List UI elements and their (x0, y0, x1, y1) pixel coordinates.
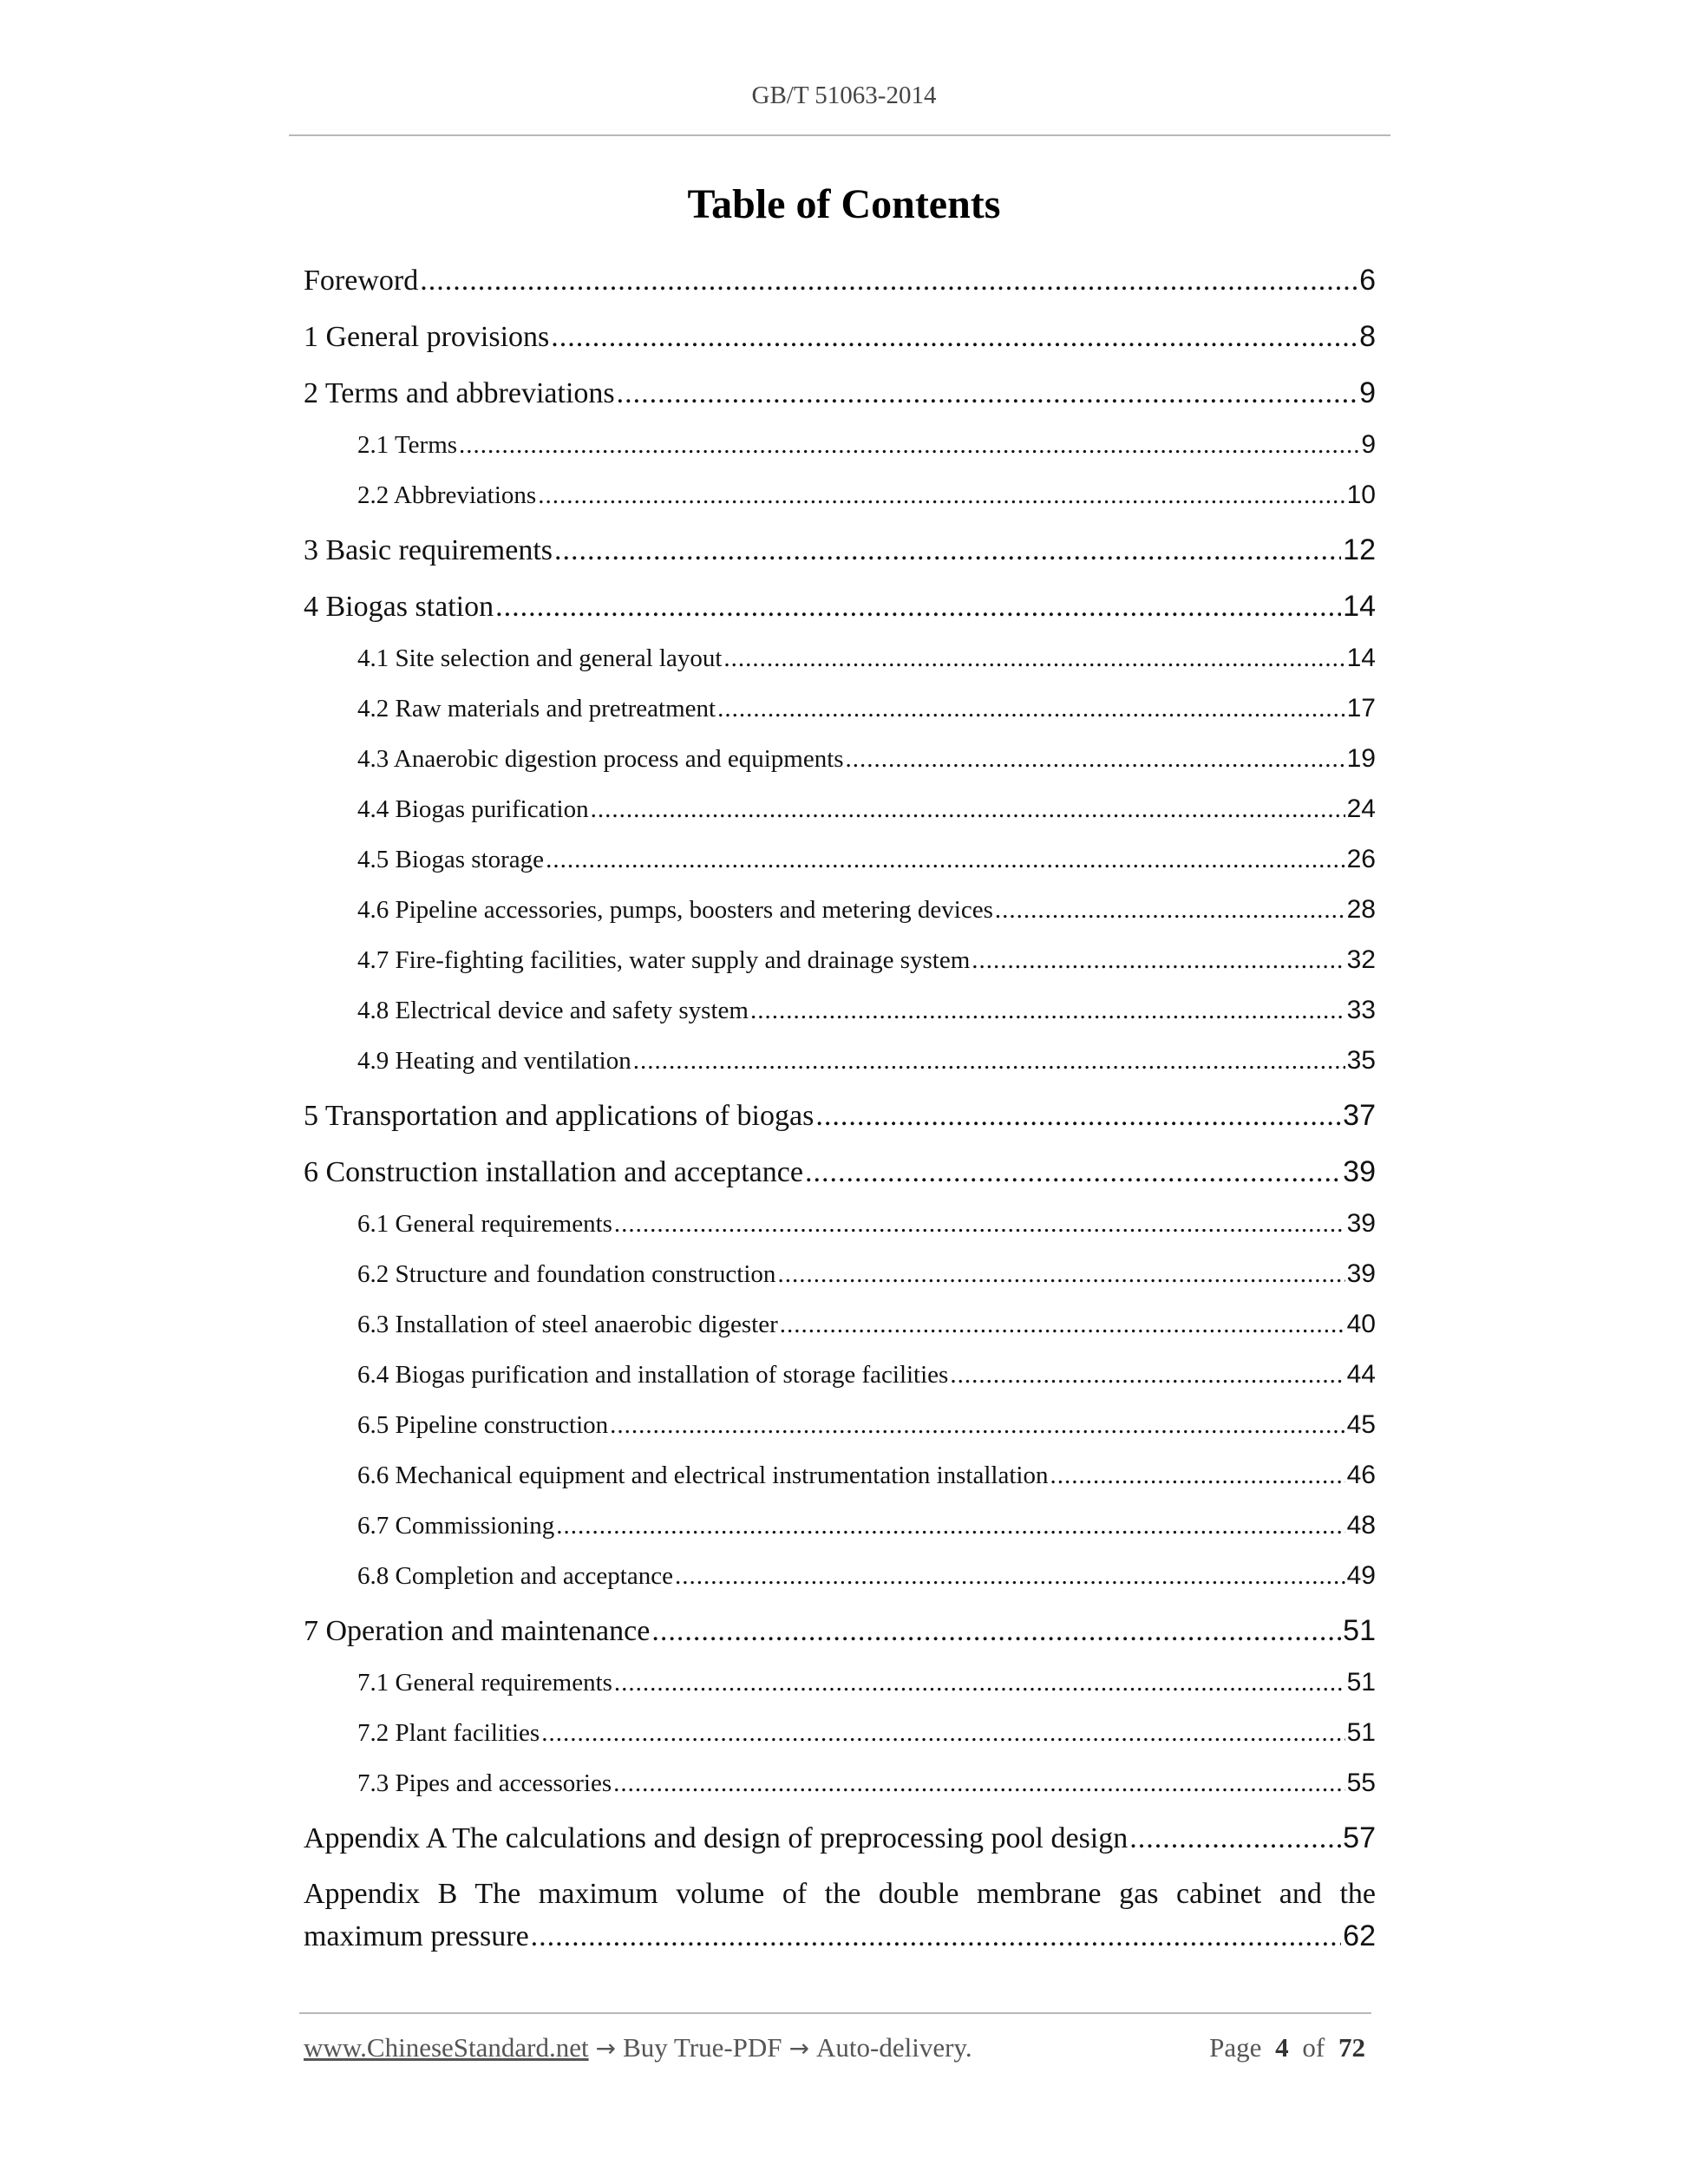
toc-entry-chapter[interactable] (304, 1817, 1376, 1859)
toc-entry-text: 2.1 Terms (357, 431, 458, 459)
toc-leader-dots (591, 790, 1345, 828)
toc-entry-page: 51 (1346, 1668, 1376, 1697)
toc-entry-page: 46 (1346, 1461, 1376, 1489)
toc-leader-dots (651, 1611, 1341, 1651)
right-arrow-icon: → (595, 2034, 617, 2063)
toc-entry-page: 45 (1346, 1410, 1376, 1439)
toc-entry-page: 62 (1343, 1919, 1376, 1952)
toc-entry-chapter[interactable] (304, 316, 1376, 357)
toc-entry-page: 39 (1343, 1155, 1376, 1188)
toc-entry-page: 51 (1343, 1614, 1376, 1647)
toc-entry-text: 2 Terms and abbreviations (304, 377, 615, 409)
toc-entry-page: 10 (1346, 481, 1376, 509)
toc-entry-text: 7.2 Plant facilities (357, 1719, 540, 1747)
toc-entry-section[interactable] (304, 426, 1376, 464)
toc-leader-dots (995, 891, 1345, 929)
toc-entry-appendix-b[interactable] (304, 1873, 1376, 1957)
toc-entry-text: 6.8 Completion and acceptance (357, 1562, 673, 1590)
toc-entry-chapter[interactable] (304, 1095, 1376, 1136)
toc-leader-dots (675, 1557, 1345, 1595)
toc-entry-text: 7 Operation and maintenance (304, 1615, 651, 1647)
toc-entry-text: 2.2 Abbreviations (357, 481, 537, 509)
toc-entry-section[interactable] (304, 1456, 1376, 1494)
toc-entry-text: 6.5 Pipeline construction (357, 1411, 609, 1439)
toc-entry-page: 6 (1359, 264, 1376, 297)
toc-leader-dots (1050, 1456, 1345, 1494)
footer-divider (299, 2012, 1371, 2014)
toc-entry-section[interactable] (304, 1714, 1376, 1752)
toc-entry-chapter[interactable] (304, 372, 1376, 414)
toc-entry-section[interactable] (304, 476, 1376, 514)
toc-entry-section[interactable] (304, 1305, 1376, 1344)
toc-leader-dots (717, 690, 1345, 728)
toc-entry-section[interactable] (304, 1764, 1376, 1802)
toc-entry-text: 6.4 Biogas purification and installation of storage facilities (357, 1361, 949, 1389)
toc-leader-dots (495, 586, 1341, 627)
toc-leader-dots (1129, 1818, 1341, 1859)
toc-leader-dots (972, 941, 1345, 979)
toc-entry-section[interactable] (304, 639, 1376, 677)
toc-entry-text: 4.6 Pipeline accessories, pumps, boosters and metering devices (357, 896, 993, 924)
toc-entry-text: 4.8 Electrical device and safety system (357, 997, 749, 1024)
toc-leader-dots (614, 1205, 1345, 1243)
toc-entry-section[interactable] (304, 690, 1376, 728)
toc-entry-section[interactable] (304, 740, 1376, 778)
toc-entry-page: 39 (1346, 1259, 1376, 1288)
toc-entry-section[interactable] (304, 840, 1376, 879)
toc-entry-section[interactable] (304, 1356, 1376, 1394)
toc-entry-chapter[interactable] (304, 1610, 1376, 1651)
toc-leader-dots (420, 260, 1358, 301)
website-link[interactable]: www.ChineseStandard.net (304, 2032, 589, 2063)
toc-leader-dots (551, 317, 1358, 357)
page-of-label: of (1302, 2032, 1325, 2063)
toc-leader-dots (459, 426, 1359, 464)
toc-entry-page: 51 (1346, 1718, 1376, 1747)
toc-leader-dots (633, 1042, 1345, 1080)
toc-entry-page: 8 (1359, 320, 1376, 353)
page-current: 4 (1275, 2032, 1289, 2063)
toc-leader-dots (617, 373, 1358, 414)
toc-entry-section[interactable] (304, 790, 1376, 828)
toc-entry-text: 4.4 Biogas purification (357, 795, 589, 823)
toc-entry-page: 19 (1346, 744, 1376, 773)
toc-entry-text: 6 Construction installation and acceptance (304, 1156, 803, 1188)
toc-entry-text: 4 Biogas station (304, 591, 494, 623)
toc-entry-page: 49 (1346, 1561, 1376, 1590)
toc-entry-text: 6.3 Installation of steel anaerobic digester (357, 1311, 778, 1338)
toc-leader-dots (541, 1714, 1345, 1752)
toc-entry-section[interactable] (304, 1507, 1376, 1545)
toc-entry-page: 48 (1346, 1511, 1376, 1540)
toc-entry-page: 33 (1346, 996, 1376, 1024)
toc-leader-dots (556, 1507, 1345, 1545)
toc-entry-text: 4.5 Biogas storage (357, 846, 545, 873)
toc-entry-page: 40 (1346, 1310, 1376, 1338)
running-header: GB/T 51063-2014 (751, 82, 937, 109)
toc-leader-dots (950, 1356, 1345, 1394)
toc-entry-chapter[interactable] (304, 1151, 1376, 1193)
toc-list (304, 259, 1376, 1957)
toc-leader-dots (613, 1764, 1345, 1802)
toc-entry-text: 3 Basic requirements (304, 534, 553, 566)
toc-entry-page: 32 (1346, 945, 1376, 974)
toc-entry-section[interactable] (304, 1664, 1376, 1702)
toc-entry-page: 24 (1346, 794, 1376, 823)
toc-entry-text: 6.7 Commissioning (357, 1512, 555, 1540)
toc-entry-section[interactable] (304, 1205, 1376, 1243)
toc-entry-section[interactable] (304, 1557, 1376, 1595)
toc-entry-chapter[interactable] (304, 529, 1376, 571)
toc-entry-section[interactable] (304, 1406, 1376, 1444)
toc-leader-dots (546, 840, 1345, 879)
toc-entry-page: 12 (1343, 533, 1376, 566)
toc-entry-text-line2: maximum pressure (304, 1920, 529, 1952)
toc-entry-text: 6.6 Mechanical equipment and electrical instrumentation installation (357, 1461, 1049, 1489)
toc-entry-text: 6.1 General requirements (357, 1210, 612, 1238)
toc-entry-page: 37 (1343, 1099, 1376, 1132)
toc-entry-chapter[interactable] (304, 259, 1376, 301)
header-divider (289, 134, 1390, 136)
toc-leader-dots (531, 1916, 1342, 1957)
toc-entry-page: 28 (1346, 895, 1376, 924)
buy-true-pdf-text: Buy True-PDF (623, 2032, 782, 2063)
page-number (1206, 2032, 1369, 2063)
toc-entry-section[interactable] (304, 891, 1376, 929)
toc-entry-text: 4.7 Fire-fighting facilities, water supply and drainage system (357, 946, 971, 974)
toc-entry-text: 6.2 Structure and foundation construction (357, 1260, 776, 1288)
toc-entry-section[interactable] (304, 1042, 1376, 1080)
toc-leader-dots (723, 639, 1345, 677)
toc-entry-page: 39 (1346, 1209, 1376, 1238)
toc-entry-text: Foreword (304, 265, 419, 297)
toc-entry-page: 14 (1346, 644, 1376, 672)
toc-entry-text: Appendix A The calculations and design of preprocessing pool design (304, 1822, 1129, 1854)
toc-leader-dots (815, 1095, 1341, 1136)
page-total: 72 (1338, 2032, 1365, 2063)
toc-leader-dots (614, 1664, 1345, 1702)
page-footer (304, 2032, 1369, 2063)
toc-entry-page: 26 (1346, 845, 1376, 873)
toc-leader-dots (846, 740, 1345, 778)
toc-entry-text: 7.3 Pipes and accessories (357, 1769, 612, 1797)
toc-leader-dots (610, 1406, 1345, 1444)
toc-entry-page: 35 (1346, 1046, 1376, 1075)
toc-entry-text-line1: Appendix B The maximum volume of the double membrane gas cabinet and the (304, 1878, 1376, 1910)
toc-entry-section[interactable] (304, 1255, 1376, 1293)
toc-leader-dots (780, 1305, 1345, 1344)
toc-entry-page: 57 (1343, 1821, 1376, 1854)
page-label: Page (1209, 2032, 1262, 2063)
toc-entry-section[interactable] (304, 991, 1376, 1030)
toc-leader-dots (554, 530, 1341, 571)
toc-leader-dots (750, 991, 1345, 1030)
toc-leader-dots (777, 1255, 1345, 1293)
toc-entry-text: 4.1 Site selection and general layout (357, 644, 723, 672)
toc-entry-page: 9 (1361, 430, 1376, 459)
toc-leader-dots (805, 1152, 1341, 1193)
right-arrow-icon: → (788, 2034, 810, 2063)
auto-delivery-text: Auto-delivery. (816, 2032, 972, 2063)
toc-entry-text: 4.3 Anaerobic digestion process and equipments (357, 745, 844, 773)
toc-entry-page: 14 (1343, 590, 1376, 623)
toc-entry-page: 17 (1346, 694, 1376, 723)
toc-entry-page: 55 (1346, 1769, 1376, 1797)
toc-entry-text: 7.1 General requirements (357, 1669, 612, 1697)
toc-entry-text: 4.9 Heating and ventilation (357, 1047, 631, 1075)
toc-entry-text: 1 General provisions (304, 321, 550, 353)
toc-entry-chapter[interactable] (304, 585, 1376, 627)
page-title: Table of Contents (687, 181, 1001, 227)
toc-entry-page: 9 (1359, 376, 1376, 409)
toc-entry-text: 4.2 Raw materials and pretreatment (357, 695, 716, 723)
toc-leader-dots (538, 476, 1345, 514)
toc-entry-section[interactable] (304, 941, 1376, 979)
toc-entry-text: 5 Transportation and applications of biogas (304, 1100, 815, 1132)
toc-entry-page: 44 (1346, 1360, 1376, 1389)
